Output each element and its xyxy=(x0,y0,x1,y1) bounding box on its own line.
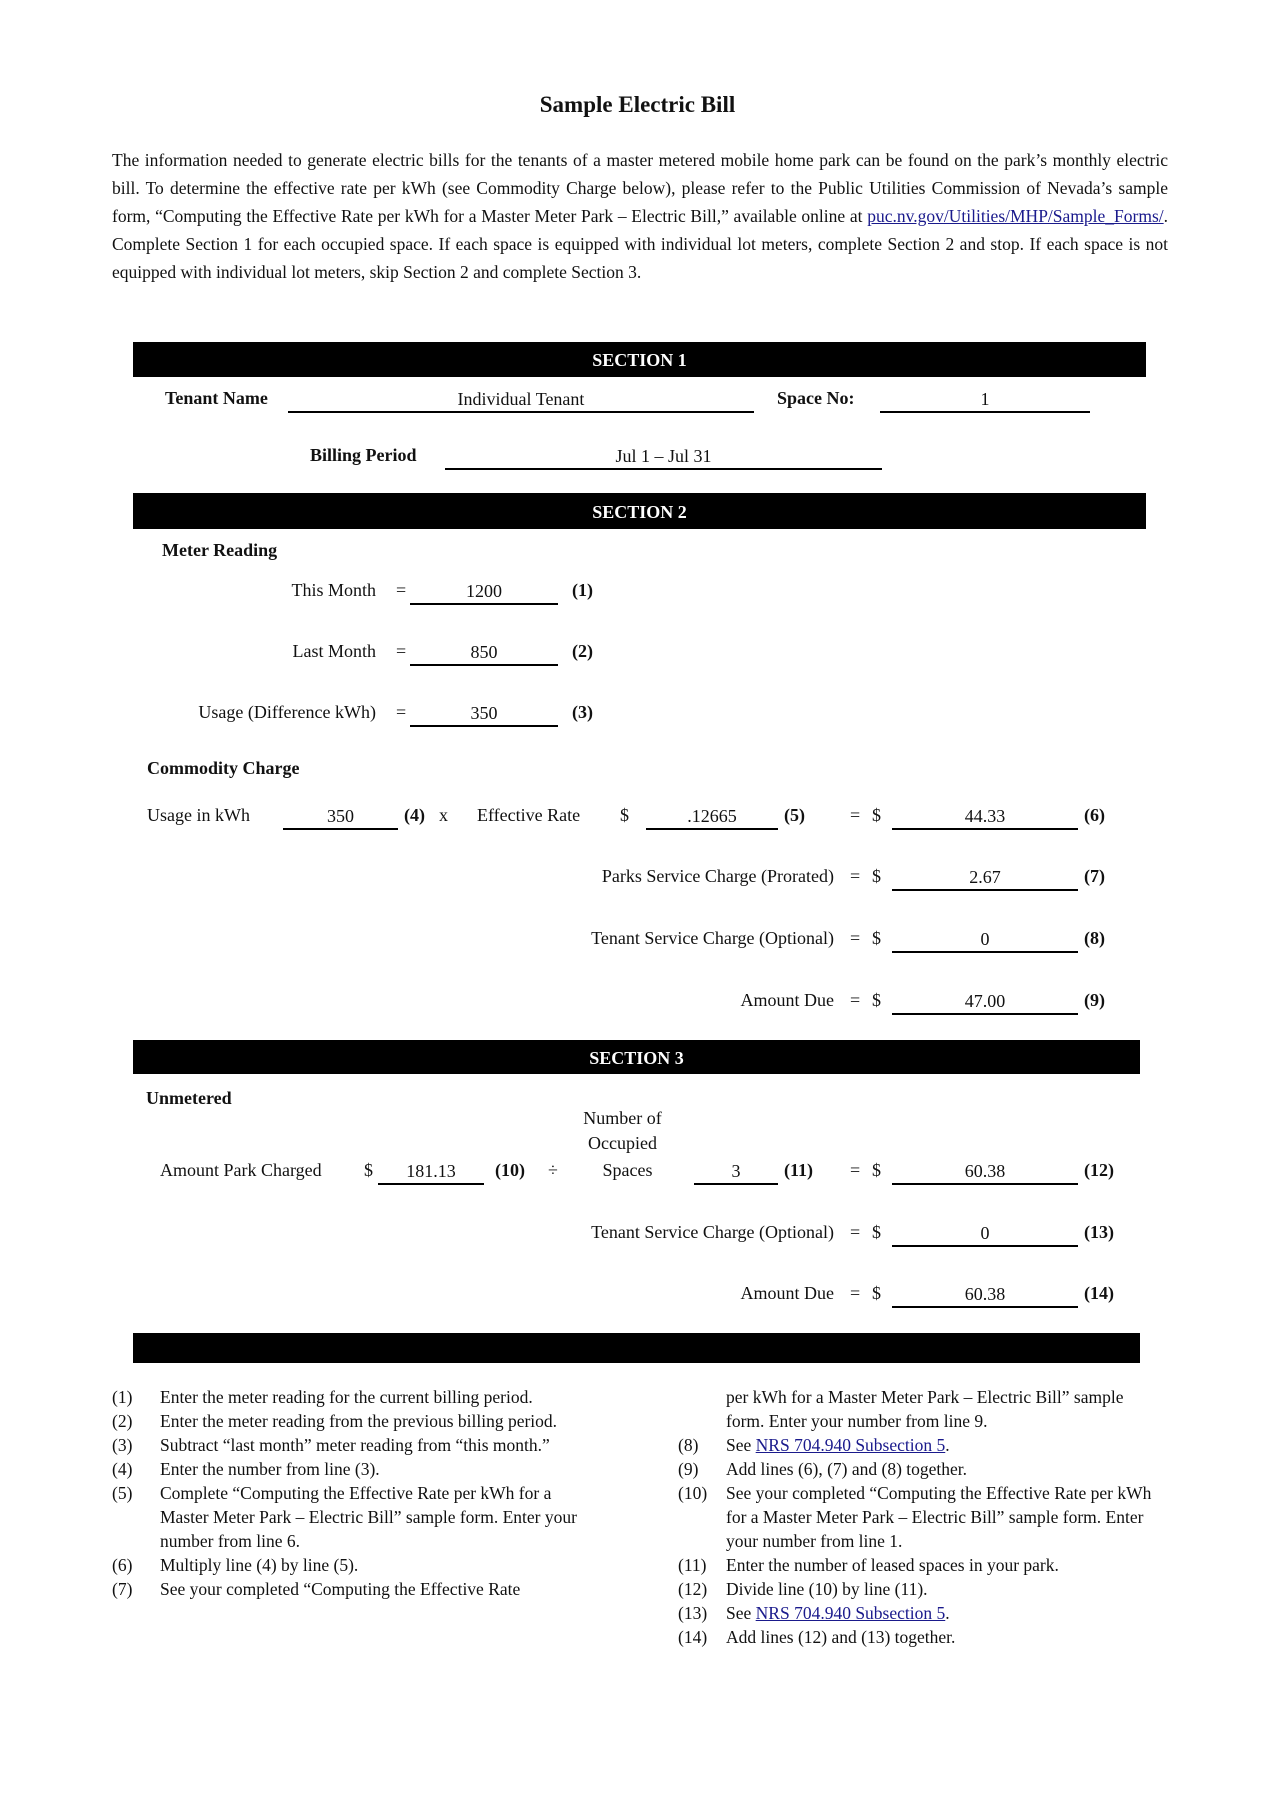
note-number: (9) xyxy=(678,1459,699,1479)
nrs-link[interactable]: NRS 704.940 Subsection 5 xyxy=(755,1435,946,1455)
note-text: . xyxy=(945,1435,950,1455)
last-month-label: Last Month xyxy=(292,641,376,661)
tenant-service-field[interactable]: 0 xyxy=(892,927,1078,953)
equals-sign: = xyxy=(850,1283,861,1303)
line-number-12: (12) xyxy=(1084,1160,1114,1180)
note-item xyxy=(678,1625,1158,1649)
dollar-sign: $ xyxy=(872,1222,881,1242)
this-month-label: This Month xyxy=(291,580,376,600)
amount-due-field[interactable]: 47.00 xyxy=(892,989,1078,1015)
line-number-5: (5) xyxy=(784,805,805,825)
divide-sign: ÷ xyxy=(548,1160,558,1180)
multiply-sign: x xyxy=(439,805,448,825)
note-item xyxy=(112,1553,582,1577)
equals-sign: = xyxy=(850,866,861,886)
dollar-sign: $ xyxy=(364,1160,373,1180)
note-text: Enter the number from line (3). xyxy=(160,1459,380,1479)
note-number: (3) xyxy=(112,1435,133,1455)
note-item xyxy=(678,1481,1158,1553)
line-number-1: (1) xyxy=(572,580,593,600)
equals-sign: = xyxy=(396,641,407,661)
equals-sign: = xyxy=(396,702,407,722)
note-item xyxy=(112,1481,582,1553)
dollar-sign: $ xyxy=(872,1160,881,1180)
note-text: See your completed “Computing the Effective Rate per kWh for a Master Meter Park – Electric Bill” sample form. Enter your number from line 1. xyxy=(726,1483,1152,1551)
line-number-10: (10) xyxy=(495,1160,525,1180)
note-text: per kWh for a Master Meter Park – Electric Bill” sample form. Enter your number from line 9. xyxy=(726,1387,1124,1431)
dollar-sign: $ xyxy=(872,928,881,948)
usage-field[interactable]: 350 xyxy=(410,701,558,727)
note-text: Multiply line (4) by line (5). xyxy=(160,1555,359,1575)
nrs-link[interactable]: NRS 704.940 Subsection 5 xyxy=(755,1603,946,1623)
line-number-4: (4) xyxy=(404,805,425,825)
note-number: (4) xyxy=(112,1459,133,1479)
note-number: (11) xyxy=(678,1555,707,1575)
occupied-label-line-3: Spaces xyxy=(602,1160,653,1180)
equals-sign: = xyxy=(850,1222,861,1242)
note-text: Add lines (12) and (13) together. xyxy=(726,1627,956,1647)
note-number: (14) xyxy=(678,1627,708,1647)
parks-service-label: Parks Service Charge (Prorated) xyxy=(601,866,834,886)
meter-reading-label: Meter Reading xyxy=(162,540,278,560)
note-continuation xyxy=(678,1385,1158,1433)
line-number-3: (3) xyxy=(572,702,593,722)
line-number-11: (11) xyxy=(784,1160,813,1180)
page-title: Sample Electric Bill xyxy=(539,92,736,117)
note-number: (7) xyxy=(112,1579,133,1599)
note-text: See xyxy=(726,1435,756,1455)
amount-due-label: Amount Due xyxy=(740,990,834,1010)
note-item xyxy=(678,1457,1158,1481)
note-number: (12) xyxy=(678,1579,708,1599)
line-number-2: (2) xyxy=(572,641,593,661)
usage-kwh-field[interactable]: 350 xyxy=(283,804,398,830)
note-item xyxy=(678,1577,1158,1601)
note-text: Complete “Computing the Effective Rate per kWh for a Master Meter Park – Electric Bill” sample form. Enter your number from line 6. xyxy=(160,1483,577,1551)
amount-due-label: Amount Due xyxy=(740,1283,834,1303)
note-number: (13) xyxy=(678,1603,708,1623)
line-number-6: (6) xyxy=(1084,805,1105,825)
section-2-header: SECTION 2 xyxy=(133,493,1146,529)
tenant-name-field[interactable]: Individual Tenant xyxy=(288,387,754,413)
note-item xyxy=(112,1457,582,1481)
dollar-sign: $ xyxy=(620,805,629,825)
occupied-spaces-field[interactable]: 3 xyxy=(694,1159,778,1185)
amount-park-charged-field[interactable]: 181.13 xyxy=(378,1159,484,1185)
line-number-7: (7) xyxy=(1084,866,1105,886)
occupied-label-line-2: Occupied xyxy=(588,1133,657,1153)
usage-kwh-label: Usage in kWh xyxy=(147,805,250,825)
unmetered-label: Unmetered xyxy=(146,1088,232,1108)
intro-text: The information needed to generate electric bills for the tenants of a master metered mobile home park can be found on the park’s monthly electric bill. To determine the effective rate per kWh (see Commodity Charge below), please refer to the Public Utilities Commission of Nevada’s sample form, “Computing the Effective Rate per kWh for a Master Meter Park – Electric Bill,” available online at xyxy=(112,150,1168,226)
tenant-name-label: Tenant Name xyxy=(165,388,268,408)
note-text: See xyxy=(726,1603,756,1623)
note-text: . xyxy=(945,1603,950,1623)
tenant-service-label: Tenant Service Charge (Optional) xyxy=(591,928,834,948)
parks-service-field[interactable]: 2.67 xyxy=(892,865,1078,891)
note-item xyxy=(112,1385,582,1409)
tenant-service-field[interactable]: 0 xyxy=(892,1221,1078,1247)
line-6-field[interactable]: 44.33 xyxy=(892,804,1078,830)
usage-label: Usage (Difference kWh) xyxy=(198,702,376,722)
dollar-sign: $ xyxy=(872,866,881,886)
note-number: (1) xyxy=(112,1387,133,1407)
divider-bar xyxy=(133,1333,1140,1363)
effective-rate-label: Effective Rate xyxy=(477,805,581,825)
section-1-header: SECTION 1 xyxy=(133,342,1146,377)
occupied-label-line-1: Number of xyxy=(583,1108,662,1128)
intro-text-end: . Complete Section 1 for each occupied space. If each space is equipped with individual lot meters, complete Section 2 and stop. If each space is not equipped with individual lot meters, skip Section 2 and complete Section 3. xyxy=(112,206,1168,282)
tenant-service-label: Tenant Service Charge (Optional) xyxy=(591,1222,834,1242)
billing-period-field[interactable]: Jul 1 – Jul 31 xyxy=(445,444,882,470)
note-item xyxy=(112,1577,582,1601)
space-no-field[interactable]: 1 xyxy=(880,387,1090,413)
note-number: (8) xyxy=(678,1435,699,1455)
note-text: Enter the meter reading for the current billing period. xyxy=(160,1387,533,1407)
amount-due-field[interactable]: 60.38 xyxy=(892,1282,1078,1308)
line-12-field[interactable]: 60.38 xyxy=(892,1159,1078,1185)
note-item xyxy=(678,1601,1158,1625)
note-number: (10) xyxy=(678,1483,708,1503)
dollar-sign: $ xyxy=(872,805,881,825)
line-number-14: (14) xyxy=(1084,1283,1114,1303)
commodity-charge-label: Commodity Charge xyxy=(147,758,300,778)
note-text: See your completed “Computing the Effective Rate xyxy=(160,1579,521,1599)
equals-sign: = xyxy=(396,580,407,600)
sample-forms-link[interactable]: puc.nv.gov/Utilities/MHP/Sample_Forms/ xyxy=(867,206,1164,226)
intro-paragraph xyxy=(112,146,1168,286)
note-number: (6) xyxy=(112,1555,133,1575)
notes-right-column xyxy=(678,1385,1158,1649)
note-number: (2) xyxy=(112,1411,133,1431)
equals-sign: = xyxy=(850,805,861,825)
note-text: Subtract “last month” meter reading from “this month.” xyxy=(160,1435,550,1455)
equals-sign: = xyxy=(850,1160,861,1180)
billing-period-label: Billing Period xyxy=(310,445,417,465)
note-number: (5) xyxy=(112,1483,133,1503)
line-number-13: (13) xyxy=(1084,1222,1114,1242)
this-month-field[interactable]: 1200 xyxy=(410,579,558,605)
last-month-field[interactable]: 850 xyxy=(410,640,558,666)
section-3-header: SECTION 3 xyxy=(133,1040,1140,1074)
amount-park-charged-label: Amount Park Charged xyxy=(160,1160,322,1180)
dollar-sign: $ xyxy=(872,990,881,1010)
note-item xyxy=(678,1433,1158,1457)
note-text: Enter the meter reading from the previous billing period. xyxy=(160,1411,558,1431)
dollar-sign: $ xyxy=(872,1283,881,1303)
line-number-9: (9) xyxy=(1084,990,1105,1010)
note-text: Divide line (10) by line (11). xyxy=(726,1579,928,1599)
equals-sign: = xyxy=(850,990,861,1010)
equals-sign: = xyxy=(850,928,861,948)
space-no-label: Space No: xyxy=(777,388,855,408)
note-text: Add lines (6), (7) and (8) together. xyxy=(726,1459,968,1479)
note-item xyxy=(678,1553,1158,1577)
effective-rate-field[interactable]: .12665 xyxy=(646,804,778,830)
note-item xyxy=(112,1409,582,1433)
notes-left-column xyxy=(112,1385,582,1601)
note-text: Enter the number of leased spaces in your park. xyxy=(726,1555,1059,1575)
note-item xyxy=(112,1433,582,1457)
line-number-8: (8) xyxy=(1084,928,1105,948)
